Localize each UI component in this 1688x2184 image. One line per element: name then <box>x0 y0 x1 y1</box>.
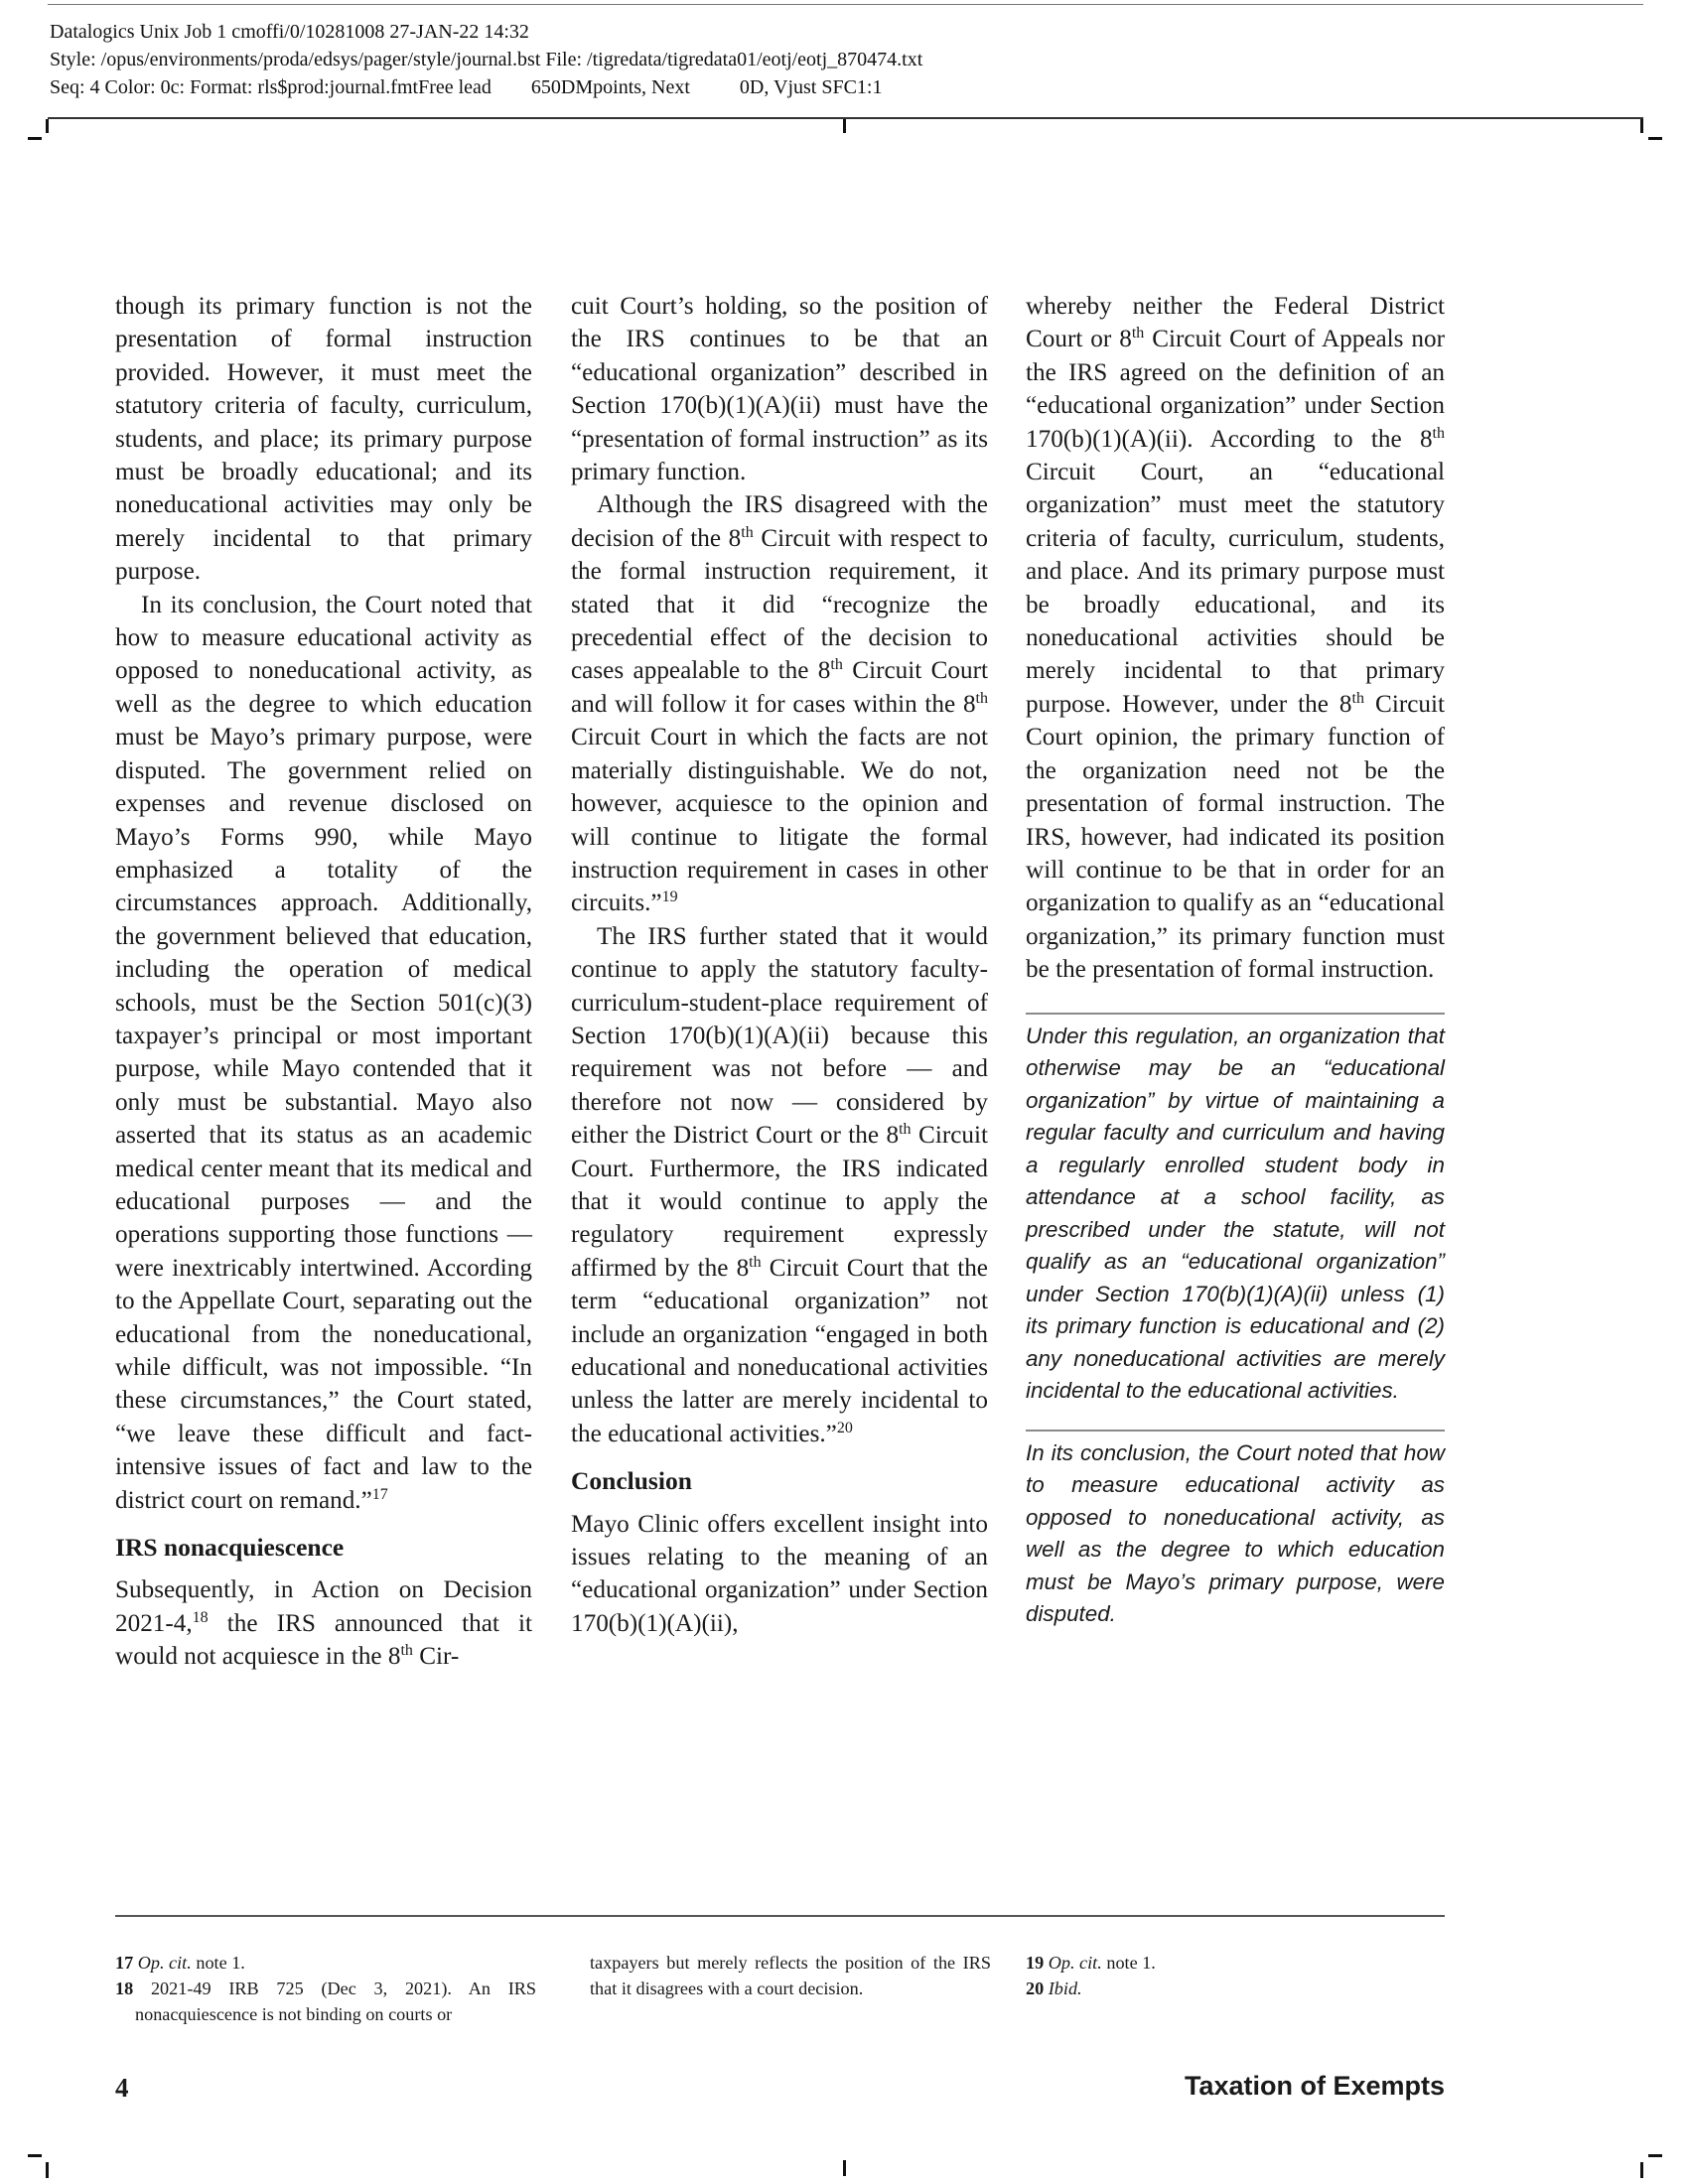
column-1 <box>115 290 532 1674</box>
footnote-ref: 17 <box>371 1485 388 1503</box>
crop-mark-top-left-h <box>28 137 42 140</box>
crop-mark-bottom-right-h <box>1648 2154 1662 2157</box>
section-heading: Conclusion <box>571 1466 692 1496</box>
column-2 <box>571 290 988 1640</box>
footnote-ref: 20 <box>836 1419 853 1436</box>
footnote-18-continued: taxpayers but merely reflects the position of the IRS that it disagrees with a court decision. <box>590 1953 991 1998</box>
crop-mark-bottom-right-v <box>1640 2162 1643 2178</box>
footnote-17: 17 Op. cit. note 1. <box>115 1953 245 1973</box>
crop-mark-bottom-left-h <box>28 2154 42 2157</box>
column-3 <box>1026 290 1445 1631</box>
footnotes-column-1 <box>115 1950 536 2027</box>
paragraph: whereby neither the Federal District Court or 8th Circuit Court of Appeals nor the IRS agreed on the definition of an “educational organization” under Section 170(b)(1)(A)(ii). According to the 8th Circuit Court, an “educational organization” must meet the statutory criteria of faculty, curriculum, students, and place. And its primary purpose must be broadly educational, and its noneducational activities should be merely incidental to that primary purpose. However, under the 8th Circuit Court opinion, the primary function of the organization need not be the presentation of formal instruction. The IRS, however, had indicated its position will continue to be that in order for an organization to qualify as an “educational organization,” its primary function must be the presentation of formal instruction. <box>1026 293 1445 984</box>
crop-mark-top-center <box>843 119 846 133</box>
slug-line-2: Style: /opus/environments/proda/edsys/pager/style/journal.bst File: /tigredata/tigredata01/eotj/eotj_870474.txt <box>50 49 923 70</box>
paragraph: cuit Court’s holding, so the position of the IRS continues to be that an “educational organization” described in Section 170(b)(1)(A)(ii) must have the “presentation of formal instruction” as its primary function. <box>571 293 988 486</box>
footnote-18: 18 2021-49 IRB 725 (Dec 3, 2021). An IRS nonacquiescence is not binding on courts or <box>115 1979 536 2024</box>
footnote-20: 20 Ibid. <box>1026 1979 1082 1998</box>
slug-line-3: Seq: 4 Color: 0c: Format: rls$prod:journal.fmtFree lead 650DMpoints, Next 0D, Vjust SFC1:1 <box>50 76 883 98</box>
footnote-ref: 19 <box>661 888 678 906</box>
paragraph: Mayo Clinic offers excellent insight into issues relating to the meaning of an “educational organization” under Section 170(b)(1)(A)(ii), <box>571 1510 988 1637</box>
paragraph: The IRS further stated that it would continue to apply the statutory faculty-curriculum-student-place requirement of Section 170(b)(1)(A)(ii) because this requirement was not before — and therefore not now — considered by either the District Court or the 8th Circuit Court. Furthermore, the IRS indicated that it would continue to apply the regulatory requirement expressly affirmed by the 8th Circuit Court that the term “educational organization” not include an organization “engaged in both educational and noneducational activities unless the latter are merely incidental to the educational activities.”$^{20}$ <box>571 922 988 1447</box>
crop-mark-bottom-center <box>843 2160 846 2176</box>
printer-slug <box>50 18 1638 101</box>
footnotes-column-3 <box>1026 1950 1445 2001</box>
crop-mark-bottom-left-v <box>46 2162 49 2178</box>
footnotes-column-2 <box>590 1950 991 2001</box>
pull-quote: In its conclusion, the Court noted that how to measure educational activity as opposed to noneducational activity, as well as the degree to which education must be Mayo’s primary purpose, were disputed. <box>1026 1430 1445 1631</box>
footnote-rule <box>115 1915 1445 1917</box>
paragraph: though its primary function is not the presentation of formal instruction provided. However, it must meet the statutory criteria of faculty, curriculum, students, and place; its primary purpose must be broadly educational; and its noneducational activities may only be merely incidental to that primary purpose. <box>115 293 532 586</box>
footnote-ref: 18 <box>192 1608 209 1626</box>
crop-mark-top-left-v <box>46 119 49 133</box>
paragraph: Although the IRS disagreed with the decision of the 8th Circuit with respect to the formal instruction requirement, it stated that it did “recognize the precedential effect of the decision to cases appealable to the 8th Circuit Court and will follow it for cases within the 8th Circuit Court in which the facts are not materially distinguishable. We do not, however, acquiesce to the opinion and will continue to litigate the formal instruction requirement in cases in other circuits.”$^{19}$ <box>571 491 988 917</box>
section-heading: IRS nonacquiescence <box>115 1533 345 1563</box>
page-number: 4 <box>115 2073 129 2103</box>
footnote-19: 19 Op. cit. note 1. <box>1026 1953 1156 1973</box>
slug-top-rule <box>48 4 1643 5</box>
publication-title: Taxation of Exempts <box>1184 2071 1445 2101</box>
paragraph: Subsequently, in Action on Decision 2021-4,18 the IRS announced that it would not acquiesce in the 8th Cir- <box>115 1576 532 1671</box>
crop-mark-top-right-v <box>1640 119 1643 133</box>
pull-quote: Under this regulation, an organization that otherwise may be an “educational organization” by virtue of maintaining a regular faculty and curriculum and having a regularly enrolled student body in attendance at a school facility, as prescribed under the statute, will not qualify as an “educational organization” under Section 170(b)(1)(A)(ii) unless (1) its primary function is educational and (2) any noneducational activities are merely incidental to the educational activities. <box>1026 1013 1445 1408</box>
paragraph: In its conclusion, the Court noted that how to measure educational activity as opposed to noneducational activity, as well as the degree to which education must be Mayo’s primary purpose, were disputed. The government relied on expenses and revenue disclosed on Mayo’s Forms 990, while Mayo emphasized a totality of the circumstances approach. Additionally, the government believed that education, including the operation of medical schools, must be the Section 501(c)(3) taxpayer’s principal or most important purpose, while Mayo contended that it only must be substantial. Mayo also asserted that its status as an academic medical center meant that its medical and educational purposes — and the operations supporting those functions — were inextricably intertwined. According to the Appellate Court, separating out the educational from the noneducational, while difficult, was not impossible. “In these circumstances,” the Court stated, “we leave these difficult and fact-intensive issues of fact and law to the district court on remand.”$^{17}$ <box>115 591 532 1514</box>
crop-mark-top-right-h <box>1648 137 1662 140</box>
slug-line-1: Datalogics Unix Job 1 cmoffi/0/10281008 27-JAN-22 14:32 <box>50 21 529 43</box>
